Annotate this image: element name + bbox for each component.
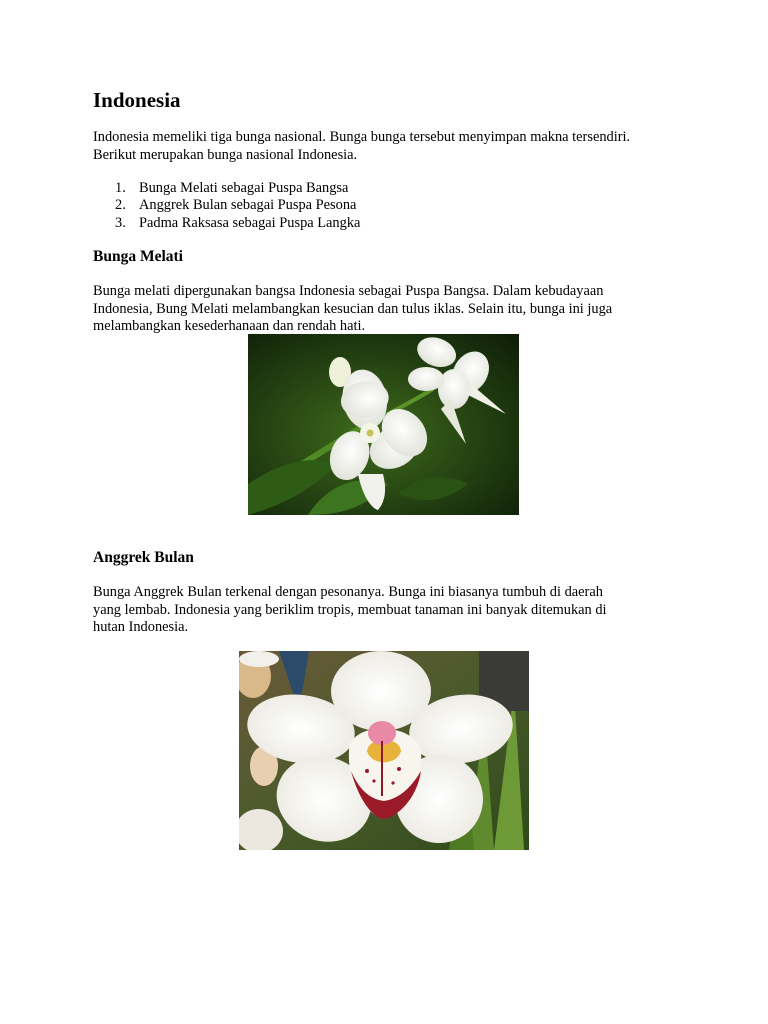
list-item-text: Anggrek Bulan sebagai Puspa Pesona [139,197,357,214]
intro-line: Indonesia memeliki tiga bunga nasional. Bunga bunga tersebut menyimpan makna tersendiri. [93,129,631,145]
intro-paragraph [93,129,683,164]
melati-flower-image [248,334,519,515]
anggrek-flower-image [239,651,529,850]
paragraph-line: Bunga melati dipergunakan bangsa Indonesia sebagai Puspa Bangsa. Dalam kebudayaan [93,283,604,299]
paragraph-line: melambangkan kesederhanaan dan rendah hati. [93,318,366,334]
page-title: Indonesia [93,88,181,112]
list-item [93,197,360,214]
anggrek-paragraph [93,584,683,637]
paragraph-line: yang lembab. Indonesia yang beriklim tropis, membuat tanaman ini banyak ditemukan di [93,601,607,618]
list-item [93,215,360,232]
list-item-text: Padma Raksasa sebagai Puspa Langka [139,214,361,231]
list-number: 3. [115,214,126,231]
paragraph-line: hutan Indonesia. [93,619,189,635]
melati-paragraph [93,283,683,336]
intro-line: Berikut merupakan bunga nasional Indonesia. [93,146,358,163]
list-item [93,180,360,197]
list-number: 1. [115,180,126,196]
national-flowers-list [93,180,360,232]
list-item-text: Bunga Melati sebagai Puspa Bangsa [139,180,349,196]
paragraph-line: Bunga Anggrek Bulan terkenal dengan pesonanya. Bunga ini biasanya tumbuh di daerah [93,584,603,600]
paragraph-line: Indonesia, Bung Melati melambangkan kesucian dan tulus iklas. Selain itu, bunga ini juga [93,300,613,317]
list-number: 2. [115,197,126,214]
section-heading-melati: Bunga Melati [93,248,183,265]
section-heading-anggrek: Anggrek Bulan [93,549,194,566]
